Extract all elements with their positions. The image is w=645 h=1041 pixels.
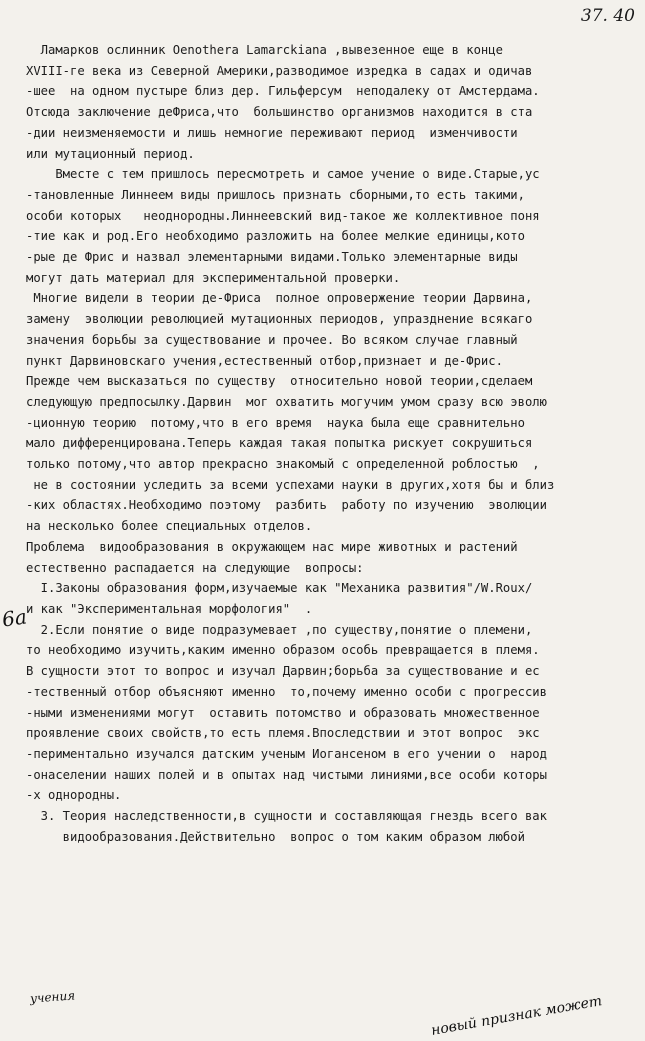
text-line: -дии неизменяемости и лишь немногие переживают период изменчивости [26,125,518,140]
text-line: Проблема видообразования в окружающем нас мире животных и растений [26,539,518,554]
text-line: видообразования.Действительно вопрос о том каким образом любой [26,829,525,844]
text-line: пункт Дарвиновскаго учения,естественный отбор,признает и де-Фрис. [26,353,503,368]
text-line: Отсюда заключение деФриса,что большинство организмов находится в ста [26,105,533,120]
text-line: замену эволюции революцией мутационных периодов, упразднение всякаго [26,312,533,327]
text-line: -тественный отбор объясняют именно то,почему именно особи с прогрессив [26,684,547,699]
text-line: могут дать материал для экспериментальной проверки. [26,270,401,285]
text-line: мало дифференцирована.Теперь каждая такая попытка рискует сокрушиться [26,436,533,451]
page-number: 37. 40 [580,6,635,26]
text-line: 3. Теория наследственности,в сущности и составляющая гнездь всего вак [26,809,547,824]
text-line: следующую предпосылку.Дарвин мог охватить могучим умом сразу всю эволю [26,394,547,409]
text-line: особи которых неоднородны.Линнеевский вид-такое же коллективное поня [26,208,540,223]
text-line: Многие видели в теории де-Фриса полное опровержение теории Дарвина, [26,291,533,306]
handwritten-note-right: новый признак может [429,993,604,1039]
text-line: то необходимо изучить,каким именно образом особь превращается в племя. [26,643,540,658]
text-line: и как "Экспериментальная морфология" . [26,601,313,616]
text-line: естественно распадается на следующие вопросы: [26,560,364,575]
text-line: Прежде чем высказаться по существу относительно новой теории,сделаем [26,374,533,389]
text-line: -шее на одном пустыре близ дер. Гильферсум неподалеку от Амстердама. [26,84,540,99]
text-line: не в состоянии уследить за всеми успехами науки в других,хотя бы и близ [26,477,555,492]
text-line: -тановленные Линнеем виды пришлось признать сборными,то есть такими, [26,187,525,202]
text-line: -ными изменениями могут оставить потомство и образовать множественное [26,705,540,720]
text-line: -периментально изучался датским ученым Иогансеном в его учении о народ [26,746,547,761]
text-line: 2.Если понятие о виде подразумевает ,по существу,понятие о племени, [26,622,533,637]
text-line: Вместе с тем пришлось пересмотреть и самое учение о виде.Старые,ус [26,167,540,182]
text-line: проявление своих свойств,то есть племя.Впоследствии и этот вопрос экс [26,726,540,741]
text-line: значения борьбы за существование и прочее. Во всяком случае главный [26,332,518,347]
text-line: -тие как и род.Его необходимо разложить на более мелкие единицы,кото [26,229,525,244]
text-line: на несколько более специальных отделов. [26,519,313,534]
typed-text-body [26,40,639,847]
margin-note: 6a [0,604,29,632]
text-line: XVIII-ге века из Северной Америки,разводимое изредка в садах и одичав [26,63,533,78]
handwritten-note-left: учения [29,988,76,1006]
text-line: В сущности этот то вопрос и изучал Дарвин;борьба за существование и ес [26,664,540,679]
text-line: -х однородны. [26,788,122,803]
text-line: -рые де Фрис и назвал элементарными видами.Только элементарные виды [26,250,518,265]
text-line: I.Законы образования форм,изучаемые как "Механика развития"/W.Roux/ [26,581,533,596]
text-line: или мутационный период. [26,146,195,161]
text-line: Ламарков ослинник Oenothera Lamarckiana ,вывезенное еще в конце [26,43,503,57]
text-line: -онаселении наших полей и в опытах над чистыми линиями,все особи которы [26,767,547,782]
text-line: только потому,что автор прекрасно знакомый с определенной роблостью , [26,457,540,472]
text-line: -ционную теорию потому,что в его время наука была еще сравнительно [26,415,525,430]
text-line: -ких областях.Необходимо поэтому разбить работу по изучению эволюции [26,498,547,513]
